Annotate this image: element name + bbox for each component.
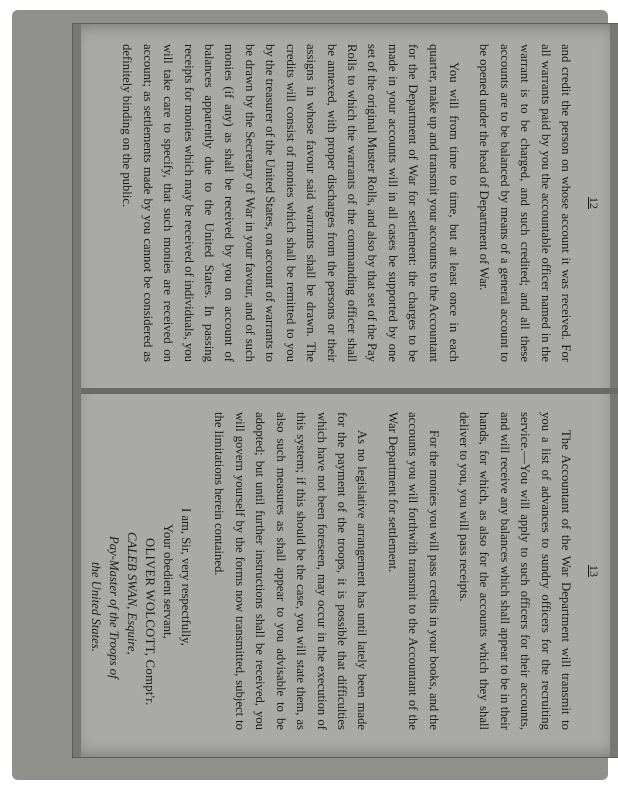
book-gutter (73, 388, 618, 394)
salutation: I am, Sir, very respectfully, (179, 508, 194, 646)
left-page (117, 44, 604, 362)
book-spread (72, 23, 618, 758)
right-paragraph-1: The Accountant of the War Department will transmit to you a list of advances to sundry officers for the recruiting service.—You will apply to such officers for their accounts, and will receive any balances which shall appear to be in their hands, for which, as also for the accounts which they shall deliver to you, you will pass receipts. (456, 412, 573, 730)
signature: OLIVER WOLCOTT, Compt'r. (143, 538, 158, 706)
right-page (87, 412, 604, 730)
scanned-page-background (12, 10, 608, 780)
left-page-number: 12 (587, 197, 601, 209)
left-paragraph-1: and credit the person on whose account it was received. For all warrants paid by you the accountable officer named in the warrant is to be charged, and such credited; and all these accounts are to be balanced by means of a general account to be opened under the head of Department of War. (477, 44, 573, 362)
right-paragraph-2: For the monies you will pass credits in your books, and the accounts you will forthwith transmit to the Accountant of the War Department for settlement. (385, 412, 441, 730)
left-paragraph-2: You will from time to time, but at least once in each quarter, make up and transmit your accounts to the Accountant for the Department of War for settlement: the charges to be made in your accounts will in all cases be supported by one set of the original Muster Rolls, and also by that set of the Pay Rolls to which the warrants of the commanding officer shall be annexed, with proper discharges from the persons or their assigns in whose favour said warrants shall be drawn. The credits will consist of monies which shall be remitted to you by the treasurer of the United States, on account of warrants to be drawn by the Secretary of War in your favour, and of such monies (if any) as shall be received by you on account of balances apparently due to the United States. In passing receipts for monies which may be received of individuals, you will take care to specify, that such monies are received on account; as settlements made by you cannot be considered as definitely binding on the public. (120, 44, 461, 362)
page-edge-bottom (73, 24, 81, 757)
addressee: CALEB SWAN, Esquire, (125, 532, 140, 655)
addressee-title-2: the United States. (89, 562, 104, 652)
letter-closing (87, 412, 195, 730)
addressee-title-1: Pay-Master of the Troops of (107, 536, 122, 679)
right-paragraph-3: As no legislative arrangement has until lately been made for the payment of the troops, it is possible that difficulties which have not been foreseen, may occur in the execution of this system; if this should be the case, you will state them, as also such measures as shall appear to you advisable to be adopted; but until further instructions shall be received, you will govern yourself by the forms now transmitted, subject to the limitations herein contained. (212, 412, 370, 730)
servant-line: Your obedient servant, (161, 524, 176, 639)
right-page-number: 13 (587, 565, 601, 577)
